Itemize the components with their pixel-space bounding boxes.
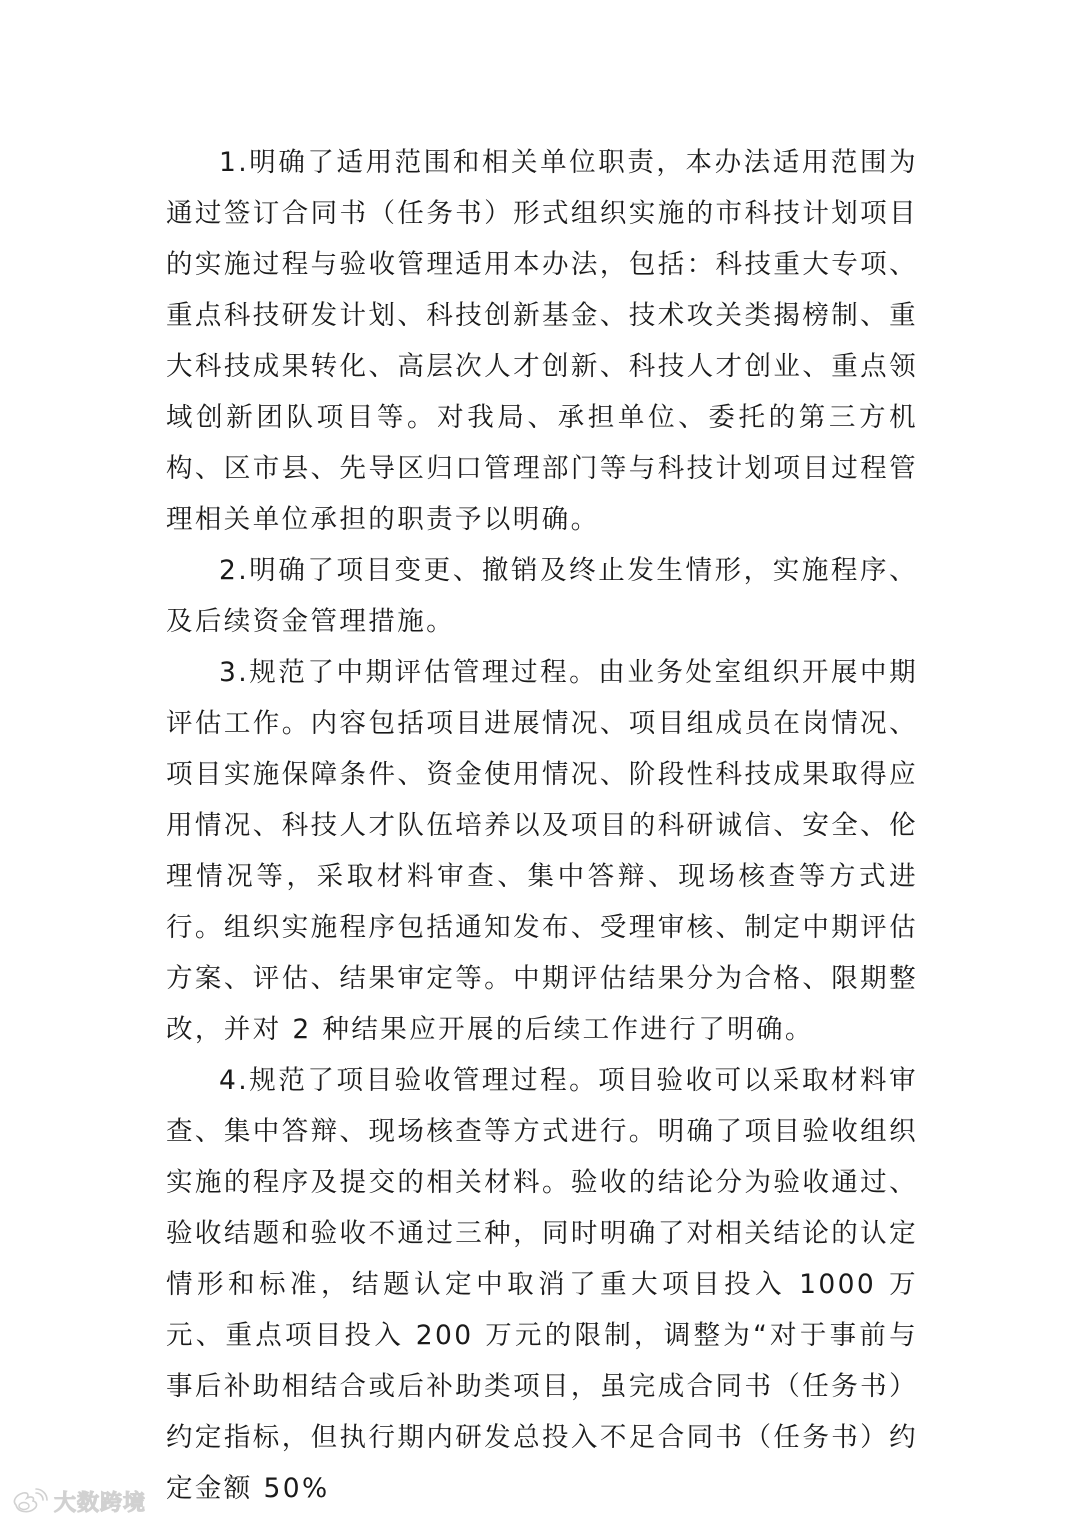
paragraph-2: 2.明确了项目变更、撤销及终止发生情形，实施程序、及后续资金管理措施。 — [166, 555, 918, 637]
watermark-text: 大数跨境 — [54, 1490, 147, 1516]
document-body — [166, 137, 918, 1514]
paragraph-3: 3.规范了中期评估管理过程。由业务处室组织开展中期评估工作。内容包括项目进展情况、项目组成员在岗情况、项目实施保障条件、资金使用情况、阶段性科技成果取得应用情况、科技人才队伍培养以及项目的科研诚信、安全、伦理情况等，采取材料审查、集中答辩、现场核查等方式进行。组织实施程序包括通知发布、受理审核、制定中期评估方案、评估、结果审定等。中期评估结果分为合格、限期整改，并对 2 种结果应开展的后续工作进行了明确。 — [166, 657, 918, 1045]
paragraph-4: 4.规范了项目验收管理过程。项目验收可以采取材料审查、集中答辩、现场核查等方式进行。明确了项目验收组织实施的程序及提交的相关材料。验收的结论分为验收通过、验收结题和验收不通过三种，同时明确了对相关结论的认定情形和标准，结题认定中取消了重大项目投入 1000 万元、重点项目投入 200 万元的限制，调整为“对于事前与事后补助相结合或后补助类项目，虽完成合同书（任务书）约定指标，但执行期内研发总投入不足合同书（任务书）约定金额 50% — [166, 1065, 918, 1504]
paragraph-1: 1.明确了适用范围和相关单位职责，本办法适用范围为通过签订合同书（任务书）形式组织实施的市科技计划项目的实施过程与验收管理适用本办法，包括：科技重大专项、重点科技研发计划、科技创新基金、技术攻关类揭榜制、重大科技成果转化、高层次人才创新、科技人才创业、重点领域创新团队项目等。对我局、承担单位、委托的第三方机构、区市县、先导区归口管理部门等与科技计划项目过程管理相关单位承担的职责予以明确。 — [166, 147, 918, 535]
weibo-logo-icon — [8, 1487, 48, 1515]
watermark — [8, 1484, 146, 1518]
